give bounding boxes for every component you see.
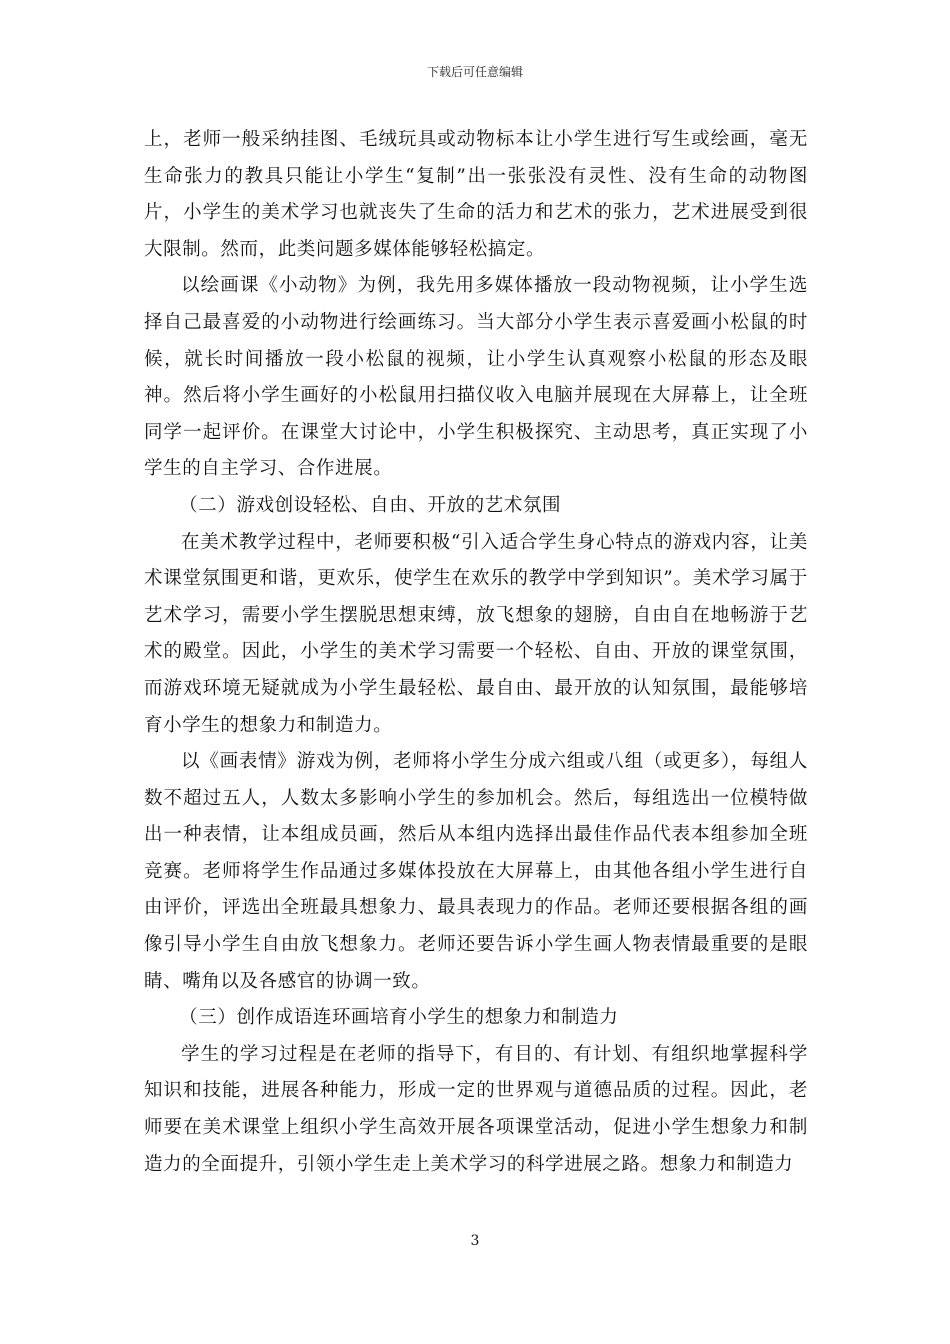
page-number: 3	[470, 1233, 480, 1249]
section-heading-games: （二）游戏创设轻松、自由、开放的艺术氛围	[179, 494, 562, 516]
paragraph-learning-process: 学生的学习过程是在老师的指导下，有目的、有计划、有组织地掌握科学知识和技能，进展各种能力，形成一定的世界观与道德品质的过程。因此，老师要在美术课堂上组织小学生高效开展各项课堂活动，促进小学生想象力和制造力的全面提升，引领小学生走上美术学习的科学进展之路。想象力和制造力	[144, 1043, 808, 1175]
page-header: 下载后可任意编辑	[426, 65, 523, 79]
section-heading-comics: （三）创作成语连环画培育小学生的想象力和制造力	[179, 1007, 619, 1029]
paragraph-games-atmosphere: 在美术教学过程中，老师要积极“引入适合学生身心特点的游戏内容，让美术课堂氛围更和谐，更欢乐，使学生在欢乐的教学中学到知识”。美术学习属于艺术学习，需要小学生摆脱思想束缚，放飞想象的翅膀，自由自在地畅游于艺术的殿堂。因此，小学生的美术学习需要一个轻松、自由、开放的课堂氛围，而游戏环境无疑就成为小学生最轻松、最自由、最开放的认知氛围，最能够培育小学生的想象力和制造力。	[144, 531, 808, 736]
paragraph-continuation: 上，老师一般采纳挂图、毛绒玩具或动物标本让小学生进行写生或绘画，毫无生命张力的教具只能让小学生“复制”出一张张没有灵性、没有生命的动物图片，小学生的美术学习也就丧失了生命的活力和艺术的张力，艺术进展受到很大限制。然而，此类问题多媒体能够轻松搞定。	[144, 129, 808, 260]
paragraph-example-expressions: 以《画表情》游戏为例，老师将小学生分成六组或八组（或更多），每组人数不超过五人，人数太多影响小学生的参加机会。然后，每组选出一位模特做出一种表情，让本组成员画，然后从本组内选择出最佳作品代表本组参加全班竞赛。老师将学生作品通过多媒体投放在大屏幕上，由其他各组小学生进行自由评价，评选出全班最具想象力、最具表现力的作品。老师还要根据各组的画像引导小学生自由放飞想象力。老师还要告诉小学生画人物表情最重要的是眼睛、嘴角以及各感官的协调一致。	[144, 751, 808, 992]
paragraph-example-animals: 以绘画课《小动物》为例，我先用多媒体播放一段动物视频，让小学生选择自己最喜爱的小动物进行绘画练习。当大部分小学生表示喜爱画小松鼠的时候，就长时间播放一段小松鼠的视频，让小学生认真观察小松鼠的形态及眼神。然后将小学生画好的小松鼠用扫描仪收入电脑并展现在大屏幕上，让全班同学一起评价。在课堂大讨论中，小学生积极探究、主动思考，真正实现了小学生的自主学习、合作进展。	[144, 275, 808, 480]
body-content	[144, 122, 808, 1183]
